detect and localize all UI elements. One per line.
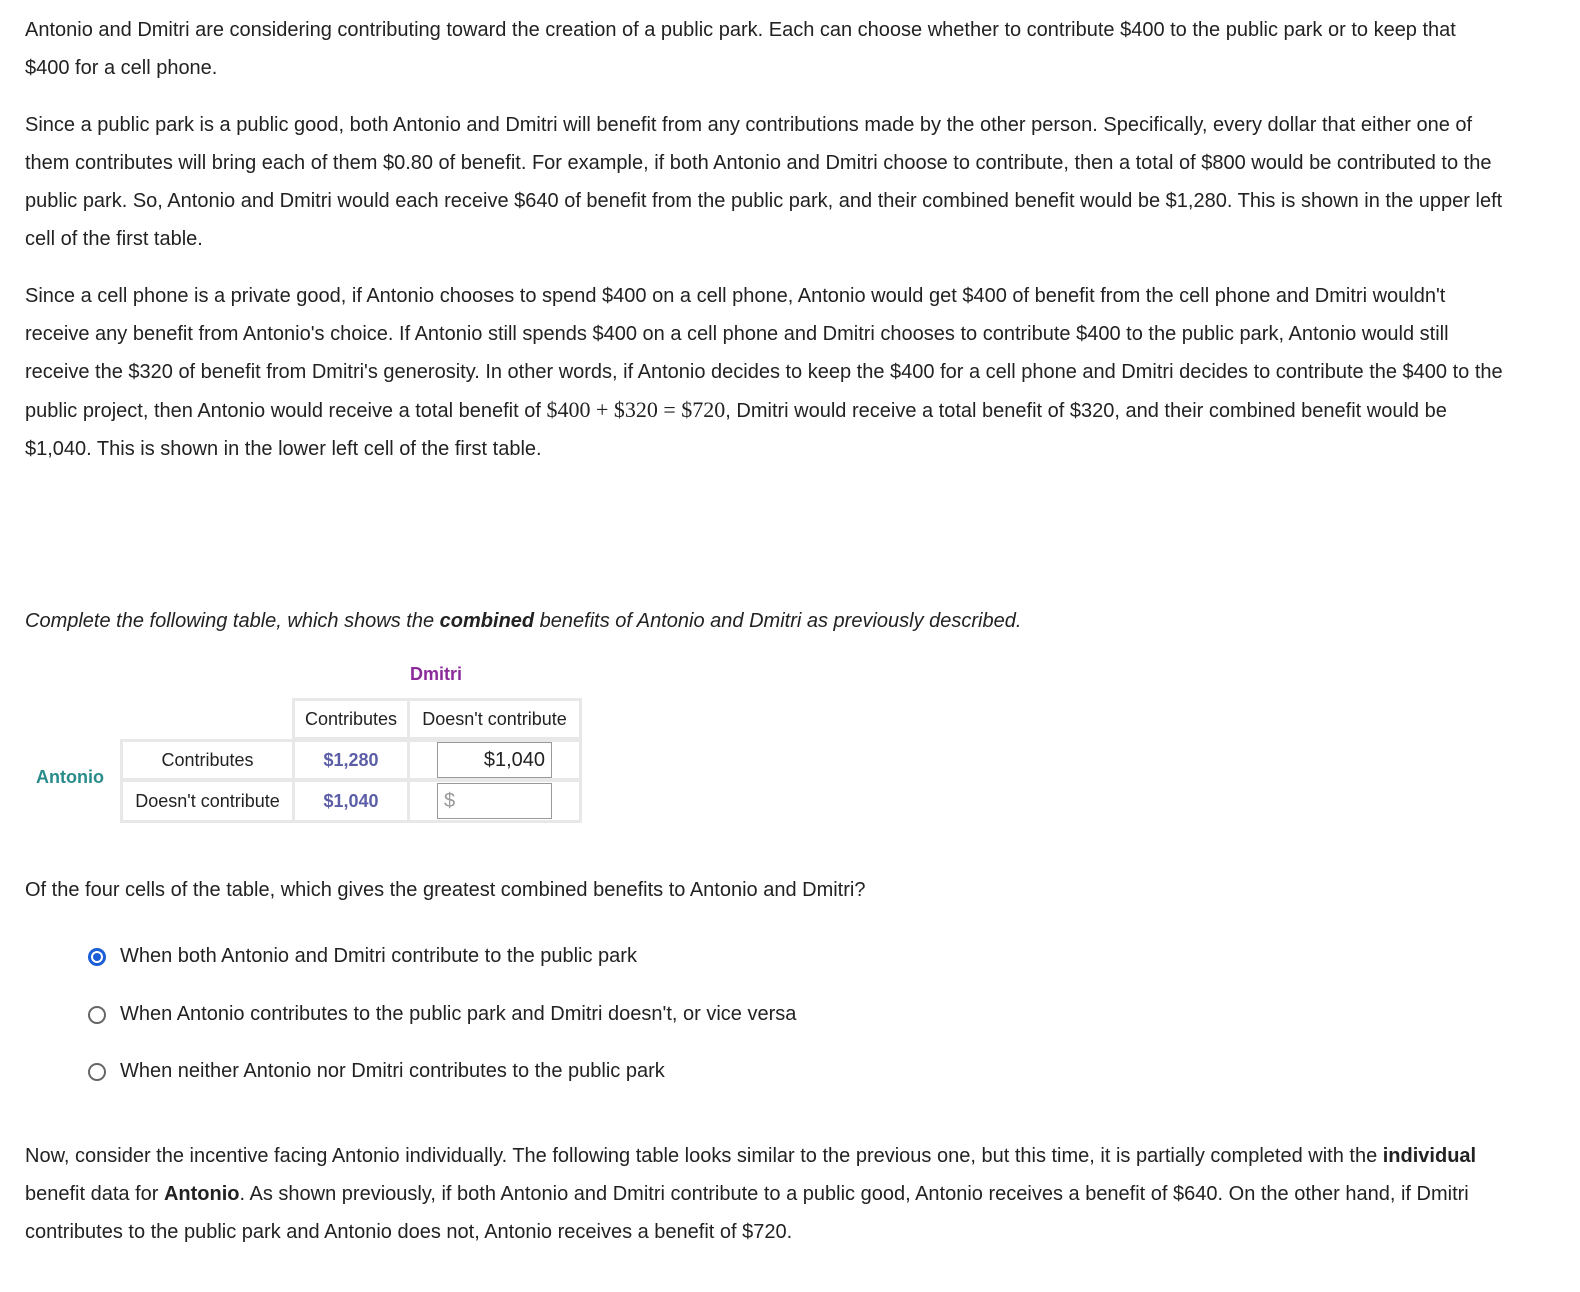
option-label: When neither Antonio nor Dmitri contributes to the public park <box>120 1060 665 1082</box>
radio-icon[interactable] <box>88 1006 106 1024</box>
radio-icon[interactable] <box>88 1063 106 1081</box>
option-both-contribute[interactable] <box>88 945 637 968</box>
instruction-text-2: benefits of Antonio and Dmitri as previously described. <box>534 610 1022 632</box>
private-good-text-2: , Dmitri would receive a total benefit of $320, and their combined benefit would be $1,040. This is shown in the lower left cell of the first table. <box>25 400 1447 460</box>
cell-both-contribute <box>292 739 410 781</box>
incentive-text-3: . As shown previously, if both Antonio and Dmitri contribute to a public good, Antonio receives a benefit of $640. On the other hand, if Dmitri contributes to the public park and Antonio does not, Antonio receives a benefit of $720. <box>25 1183 1469 1243</box>
option-neither-contributes[interactable] <box>88 1060 665 1083</box>
private-good-text-1: Since a cell phone is a private good, if Antonio chooses to spend $400 on a cell phone, Antonio would get $400 of benefit from the cell phone and Dmitri wouldn't receive any benefit from Antonio's choice. If Antonio still spends $400 on a cell phone and Dmitri chooses to contribute $400 to the public park, Antonio would still receive the $320 of benefit from Dmitri's generosity. In other words, if Antonio decides to keep the $400 for a cell phone and Dmitri decides to contribute the $400 to the public project, then Antonio would receive a total benefit of <box>25 285 1503 422</box>
cell-dmitri-only <box>292 779 410 823</box>
instruction-bold: combined <box>439 610 535 632</box>
col-header-doesnt-contribute: Doesn't contribute <box>407 698 582 740</box>
instruction-text-1: Complete the following table, which shows the <box>25 610 440 632</box>
benefit-equation: $400 + $320 = $720 <box>546 397 726 422</box>
radio-selected-icon[interactable] <box>88 948 106 966</box>
incentive-bold-2: Antonio <box>163 1183 240 1205</box>
row-header-contributes: Contributes <box>120 739 295 781</box>
antonio-only-input[interactable]: $1,040 <box>437 742 552 778</box>
private-good-paragraph <box>25 277 1505 468</box>
row-header-doesnt-contribute: Doesn't contribute <box>120 779 295 823</box>
option-one-contributes[interactable] <box>88 1003 796 1026</box>
column-player-label: Dmitri <box>410 664 463 684</box>
col-header-contributes: Contributes <box>292 698 410 740</box>
individual-incentive-paragraph <box>25 1137 1505 1251</box>
public-good-paragraph: Since a public park is a public good, both Antonio and Dmitri will benefit from any contributions made by the other person. Specifically, every dollar that either one of them contributes will bring each of them $0.80 of benefit. For example, if both Antonio and Dmitri choose to contribute, then a total of $800 would be contributed to the public park. So, Antonio and Dmitri would each receive $640 of benefit from the public park, and their combined benefit would be $1,280. This is shown in the upper left cell of the first table. <box>25 114 1503 250</box>
incentive-text-2: benefit data for <box>25 1183 164 1205</box>
cell-value: $1,040 <box>323 790 379 811</box>
neither-contribute-input[interactable]: $ <box>437 783 552 819</box>
table-instruction <box>25 604 1021 638</box>
incentive-text-1: Now, consider the incentive facing Antonio individually. The following table looks similar to the previous one, but this time, it is partially completed with the <box>25 1145 1383 1167</box>
option-label: When both Antonio and Dmitri contribute to the public park <box>120 945 637 967</box>
cell-value: $1,280 <box>323 749 379 770</box>
intro-paragraph: Antonio and Dmitri are considering contributing toward the creation of a public park. Each can choose whether to contribute $400 to the public park or to keep that $400 for a cell phone. <box>25 19 1456 79</box>
option-label: When Antonio contributes to the public park and Dmitri doesn't, or vice versa <box>120 1003 797 1025</box>
row-player-label: Antonio <box>36 767 104 787</box>
question-text: Of the four cells of the table, which gives the greatest combined benefits to Antonio and Dmitri? <box>25 879 866 901</box>
incentive-bold-1: individual <box>1382 1145 1477 1167</box>
